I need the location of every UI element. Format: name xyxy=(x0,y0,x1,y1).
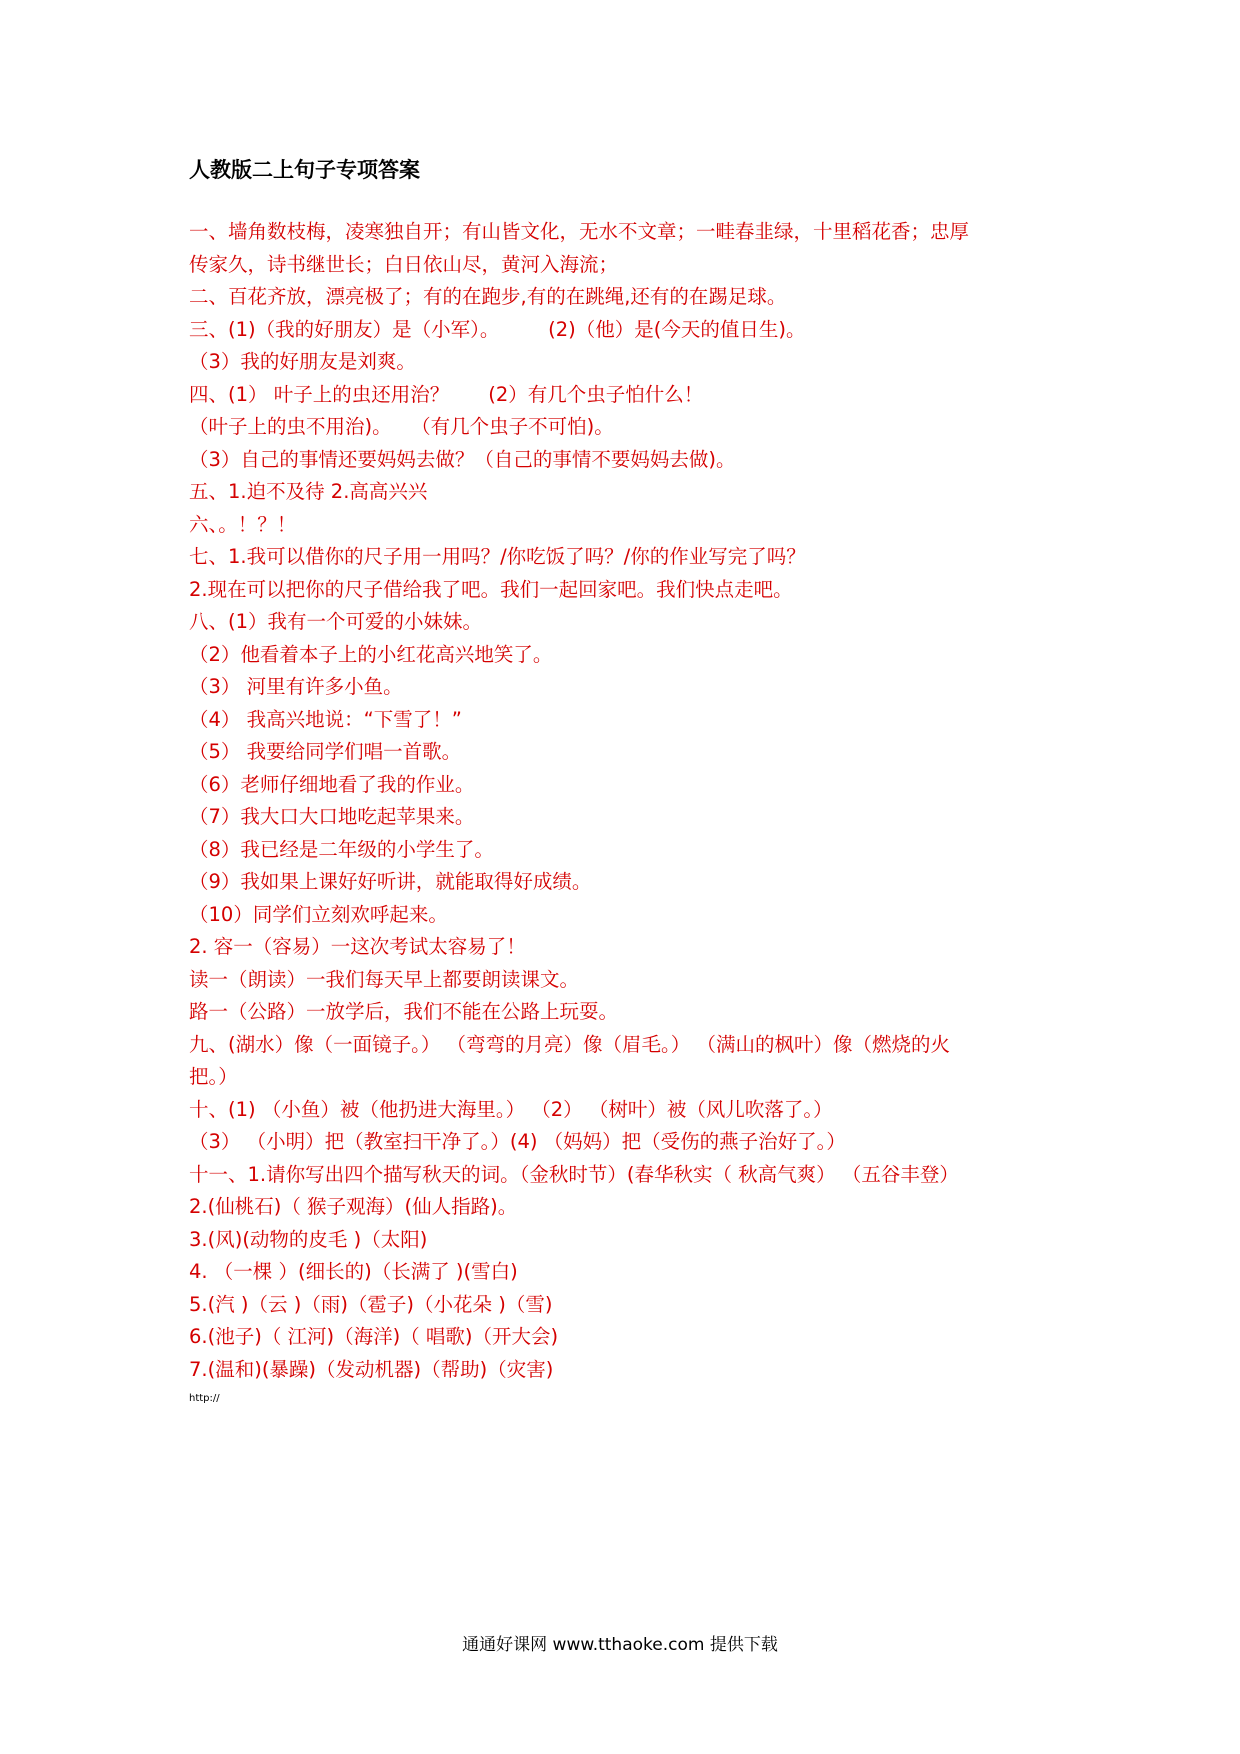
answer-line: （3）我的好朋友是刘爽。 xyxy=(189,350,416,373)
url-link[interactable]: http:// xyxy=(189,1393,220,1404)
answer-line: （10）同学们立刻欢呼起来。 xyxy=(189,902,448,926)
answer-line: 6.(池子)（ 江河)（海洋)（ 唱歌)（开大会) xyxy=(189,1325,559,1348)
answer-line: 十、(1) （小鱼）被（他扔进大海里。） （2） （树叶）被（风儿吹落了。） xyxy=(189,1097,833,1121)
answer-line: 路一（公路）一放学后，我们不能在公路上玩耍。 xyxy=(189,1000,619,1023)
answer-line: 二、百花齐放，漂亮极了；有的在跑步,有的在跳绳,还有的在踢足球。 xyxy=(189,285,787,308)
answer-line: 八、(1）我有一个可爱的小妹妹。 xyxy=(189,610,483,633)
answer-line: （3）自己的事情还要妈妈去做？（自己的事情不要妈妈去做)。 xyxy=(189,447,736,471)
answer-line: 传家久，诗书继世长；白日依山尽，黄河入海流； xyxy=(189,252,619,276)
answer-line: 2. 容一（容易）一这次考试太容易了！ xyxy=(189,935,526,958)
answer-line: （3） 河里有许多小鱼。 xyxy=(189,675,403,698)
answer-line: （9）我如果上课好好听讲，就能取得好成绩。 xyxy=(189,870,592,893)
answer-line: 把。） xyxy=(189,1065,238,1088)
answer-line: （7）我大口大口地吃起苹果来。 xyxy=(189,805,475,828)
answer-line: （3） （小明）把（教室扫干净了。）(4) （妈妈）把（受伤的燕子治好了。） xyxy=(189,1130,846,1153)
answer-line: （5） 我要给同学们唱一首歌。 xyxy=(189,740,462,763)
answer-line: 7.(温和)(暴躁)（发动机器)（帮助)（灾害) xyxy=(189,1357,554,1381)
answer-line: 十一、1.请你写出四个描写秋天的词。（金秋时节）(春华秋实（ 秋高气爽） （五谷丰登） xyxy=(189,1162,959,1186)
answer-line: 五、1.迫不及待 2.高高兴兴 xyxy=(189,480,428,503)
answer-line: （叶子上的虫不用治)。 （有几个虫子不可怕)。 xyxy=(189,415,614,438)
answer-line: 2.(仙桃石)（ 猴子观海）(仙人指路)。 xyxy=(189,1195,518,1218)
answer-line: （2）他看着本子上的小红花高兴地笑了。 xyxy=(189,642,553,666)
answer-line: 四、(1） 叶子上的虫还用治？ (2）有几个虫子怕什么！ xyxy=(189,382,704,406)
answer-line: 4. （一棵 ）(细长的)（长满了 )(雪白) xyxy=(189,1260,518,1283)
answer-line: 六、。！？！ xyxy=(189,512,297,536)
answer-line: 3.(风)(动物的皮毛 )（太阳) xyxy=(189,1227,428,1251)
answer-line: 九、(湖水）像（一面镜子。） （弯弯的月亮）像（眉毛。） （满山的枫叶）像（燃烧的火 xyxy=(189,1032,951,1056)
answer-line: 七、1.我可以借你的尺子用一用吗？/你吃饭了吗？/你的作业写完了吗？ xyxy=(189,545,806,568)
answer-line: 5.(汽 )（云 )（雨)（雹子)（小花朵 )（雪) xyxy=(189,1292,553,1316)
footer-text: 通通好课网 www.tthaoke.com 提供下载 xyxy=(462,1635,778,1655)
document-title: 人教版二上句子专项答案 xyxy=(189,158,420,182)
answer-line: （6）老师仔细地看了我的作业。 xyxy=(189,772,475,796)
answer-line: 读一（朗读）一我们每天早上都要朗读课文。 xyxy=(189,967,580,991)
answer-line: 一、墙角数枝梅，凌寒独自开；有山皆文化，无水不文章；一畦春韭绿，十里稻花香；忠厚 xyxy=(189,220,970,243)
answer-line: （4） 我高兴地说：“下雪了！” xyxy=(189,707,462,731)
answer-line: （8）我已经是二年级的小学生了。 xyxy=(189,837,494,861)
answer-line: 三、(1)（我的好朋友）是（小军）。 (2)（他）是(今天的值日生)。 xyxy=(189,317,806,341)
answer-list xyxy=(189,216,1079,1386)
answer-line: 2.现在可以把你的尺子借给我了吧。我们一起回家吧。我们快点走吧。 xyxy=(189,577,793,601)
